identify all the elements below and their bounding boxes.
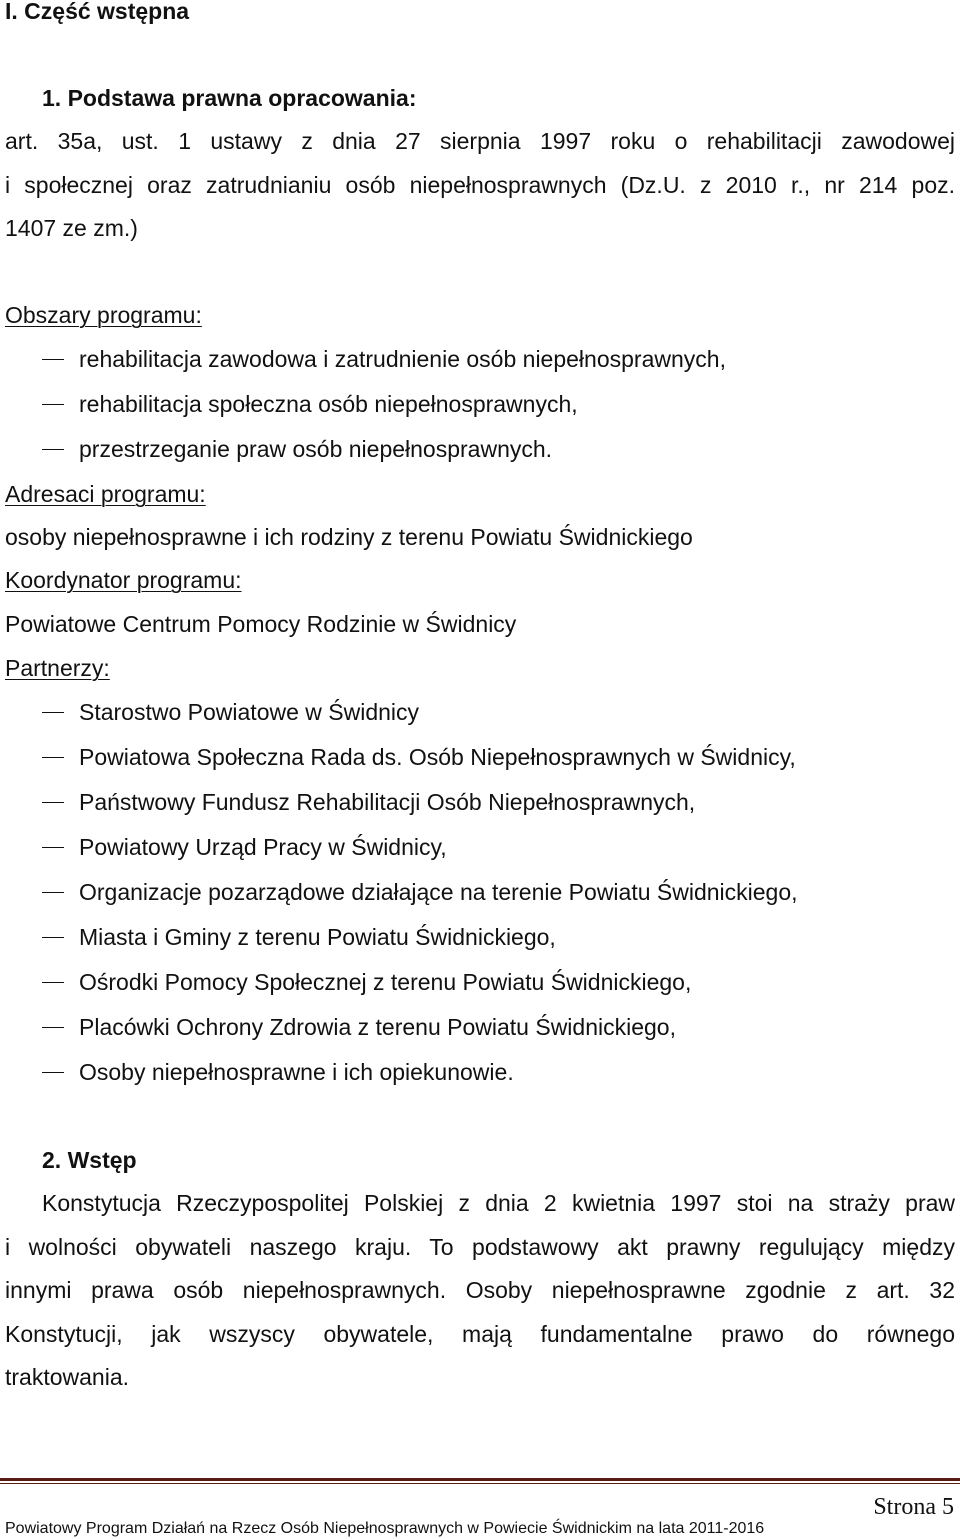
- list-dash: [42, 892, 64, 893]
- addressees-label: Adresaci programu:: [5, 481, 206, 507]
- footer-program-title: Powiatowy Program Działań na Rzecz Osób Niepełnosprawnych w Powiecie Świdnickim na lata 2011-2016: [5, 1520, 765, 1537]
- intro-line-1: Konstytucja Rzeczypospolitej Polskiej z dnia 2 kwietnia 1997 stoi na straży praw: [42, 1190, 955, 1216]
- list-item: Osoby niepełnosprawne i ich opiekunowie.: [79, 1059, 514, 1085]
- list-dash: [42, 1027, 64, 1028]
- list-item: Powiatowa Społeczna Rada ds. Osób Niepełnosprawnych w Świdnicy,: [79, 744, 796, 770]
- list-item: rehabilitacja społeczna osób niepełnosprawnych,: [79, 391, 578, 417]
- list-dash: [42, 802, 64, 803]
- list-dash: [42, 359, 64, 360]
- list-item: Państwowy Fundusz Rehabilitacji Osób Niepełnosprawnych,: [79, 789, 696, 815]
- coordinator-text: Powiatowe Centrum Pomocy Rodzinie w Świdnicy: [5, 611, 517, 637]
- list-dash: [42, 982, 64, 983]
- intro-line-3: innymi prawa osób niepełnosprawnych. Osoby niepełnosprawne zgodnie z art. 32: [5, 1277, 955, 1303]
- partners-label: Partnerzy:: [5, 655, 110, 681]
- intro-line-4: Konstytucji, jak wszyscy obywatele, mają fundamentalne prawo do równego: [5, 1321, 955, 1347]
- footer-rule: [0, 1478, 960, 1481]
- list-item: przestrzeganie praw osób niepełnosprawnych.: [79, 436, 553, 462]
- page-number: Strona 5: [873, 1494, 954, 1520]
- intro-line-5: traktowania.: [5, 1364, 130, 1390]
- legal-basis-line-2: i społecznej oraz zatrudnianiu osób niepełnosprawnych (Dz.U. z 2010 r., nr 214 poz.: [5, 172, 955, 198]
- list-dash: [42, 937, 64, 938]
- list-item: Ośrodki Pomocy Społecznej z terenu Powiatu Świdnickiego,: [79, 969, 692, 995]
- list-item: Powiatowy Urząd Pracy w Świdnicy,: [79, 834, 447, 860]
- part-heading: I. Część wstępna: [5, 0, 190, 24]
- list-dash: [42, 449, 64, 450]
- areas-label: Obszary programu:: [5, 302, 202, 328]
- legal-basis-line-1: art. 35a, ust. 1 ustawy z dnia 27 sierpnia 1997 roku o rehabilitacji zawodowej: [5, 128, 955, 154]
- list-item: Placówki Ochrony Zdrowia z terenu Powiatu Świdnickiego,: [79, 1014, 676, 1040]
- list-item: Starostwo Powiatowe w Świdnicy: [79, 699, 420, 725]
- coordinator-label: Koordynator programu:: [5, 567, 242, 593]
- intro-line-2: i wolności obywateli naszego kraju. To podstawowy akt prawny regulujący między: [5, 1234, 955, 1260]
- footer-rule-thin: [0, 1483, 960, 1484]
- list-dash: [42, 1072, 64, 1073]
- list-item: Organizacje pozarządowe działające na terenie Powiatu Świdnickiego,: [79, 879, 798, 905]
- list-dash: [42, 712, 64, 713]
- list-item: rehabilitacja zawodowa i zatrudnienie osób niepełnosprawnych,: [79, 346, 726, 372]
- list-item: Miasta i Gminy z terenu Powiatu Świdnickiego,: [79, 924, 556, 950]
- list-dash: [42, 404, 64, 405]
- addressees-text: osoby niepełnosprawne i ich rodziny z terenu Powiatu Świdnickiego: [5, 524, 693, 550]
- list-dash: [42, 757, 64, 758]
- section-2-title: 2. Wstęp: [42, 1147, 137, 1173]
- list-dash: [42, 847, 64, 848]
- legal-basis-line-3: 1407 ze zm.): [5, 215, 138, 241]
- section-1-title: 1. Podstawa prawna opracowania:: [42, 85, 417, 111]
